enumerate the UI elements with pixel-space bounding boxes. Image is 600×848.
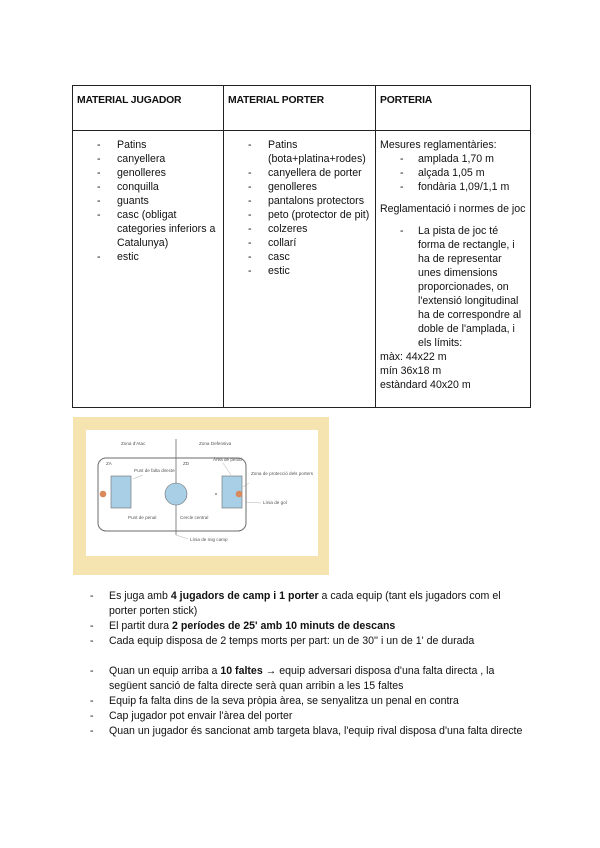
list-item: - pantalons protectors	[268, 194, 371, 208]
label-linia-gol: Línia de gol	[263, 500, 287, 505]
list-item: - La pista de joc té forma de rectangle, i ha de representar unes dimensions proporcionades, on l'extensió longitudinal ha de correspondre al doble de l'amplada, i els límits:	[418, 224, 526, 350]
list-item: - casc (obligat categories inferiors a Catalunya)	[117, 208, 219, 250]
left-goal-marker	[100, 491, 107, 498]
spacer	[90, 649, 530, 664]
rules-list	[90, 589, 530, 739]
table-header-row	[73, 86, 531, 131]
dimension-min: mín 36x18 m	[380, 365, 442, 377]
dimension-standard: estàndard 40x20 m	[380, 379, 471, 391]
normes-title: Reglamentació i normes de joc	[380, 203, 526, 215]
dimension-max: màx: 44x22 m	[380, 351, 447, 363]
mesures-list	[380, 152, 526, 194]
header-porteria: PORTERIA	[376, 86, 531, 131]
label-zona-defensiva: Zona Defensiva	[199, 441, 232, 446]
list-item: - El partit dura 2 períodes de 25' amb 10 minuts de descans	[90, 619, 530, 634]
list-item: - Quan un jugador és sancionat amb targeta blava, l'equip rival disposa d'una falta directe	[90, 724, 530, 739]
jugador-list	[77, 138, 219, 264]
list-item: - Equip fa falta dins de la seva pròpia àrea, se senyalitza un penal en contra	[90, 694, 530, 709]
right-goal-marker	[236, 491, 243, 498]
table-body-row	[73, 131, 531, 408]
penalty-spot-right	[215, 493, 217, 495]
header-material-porter: MATERIAL PORTER	[224, 86, 376, 131]
header-material-jugador: MATERIAL JUGADOR	[73, 86, 224, 131]
label-linia-mig-camp: Línia de mig camp	[190, 537, 228, 542]
list-item: - guants	[117, 194, 219, 208]
rink-diagram-svg	[73, 417, 329, 575]
mesures-title: Mesures reglamentàries:	[380, 139, 497, 151]
list-item: - canyellera de porter	[268, 166, 371, 180]
list-item: - estic	[117, 250, 219, 264]
left-penalty-area	[111, 476, 131, 508]
list-item: - genolleres	[117, 166, 219, 180]
list-item: - peto (protector de pit)	[268, 208, 371, 222]
porter-list	[228, 138, 371, 278]
list-item: - Es juga amb 4 jugadors de camp i 1 porter a cada equip (tant els jugadors com el porter porten stick)	[90, 589, 530, 619]
list-item: - amplada 1,70 m	[418, 152, 526, 166]
porter-cell	[224, 131, 376, 408]
label-za: ZA	[106, 461, 112, 466]
rink-diagram	[73, 417, 329, 575]
list-item: - Cada equip disposa de 2 temps morts per part: un de 30'' i un de 1' de durada	[90, 634, 530, 649]
list-item: - genolleres	[268, 180, 371, 194]
list-item: - estic	[268, 264, 371, 278]
list-item: - Quan un equip arriba a 10 faltes → equip adversari disposa d'una falta directa , la següent sanció de falta directe serà quan arribin a les 15 faltes	[90, 664, 530, 694]
list-item: - Patins	[117, 138, 219, 152]
list-item: - colzeres	[268, 222, 371, 236]
porteria-cell	[376, 131, 531, 408]
label-cercle-central: Cercle central	[180, 515, 209, 520]
label-zona-proteccio: Zona de protecció dels porters	[251, 471, 314, 476]
label-area-penal: Àrea de penal	[213, 457, 242, 462]
list-item: - Patins (bota+platina+rodes)	[268, 138, 371, 166]
list-item: - canyellera	[117, 152, 219, 166]
jugador-cell	[73, 131, 224, 408]
list-item: - Cap jugador pot envair l'àrea del porter	[90, 709, 530, 724]
label-zona-atac: Zona d'Atac	[121, 441, 146, 446]
list-item: - alçada 1,05 m	[418, 166, 526, 180]
list-item: - conquilla	[117, 180, 219, 194]
list-item: - casc	[268, 250, 371, 264]
center-circle	[165, 483, 187, 505]
label-punt-falta: Punt de falta directe	[134, 468, 175, 473]
normes-list	[380, 224, 526, 350]
label-zd: ZD	[183, 461, 190, 466]
equipment-table	[72, 85, 531, 408]
label-punt-penal: Punt de penal	[128, 515, 157, 520]
list-item: - collarí	[268, 236, 371, 250]
list-item: - fondària 1,09/1,1 m	[418, 180, 526, 194]
